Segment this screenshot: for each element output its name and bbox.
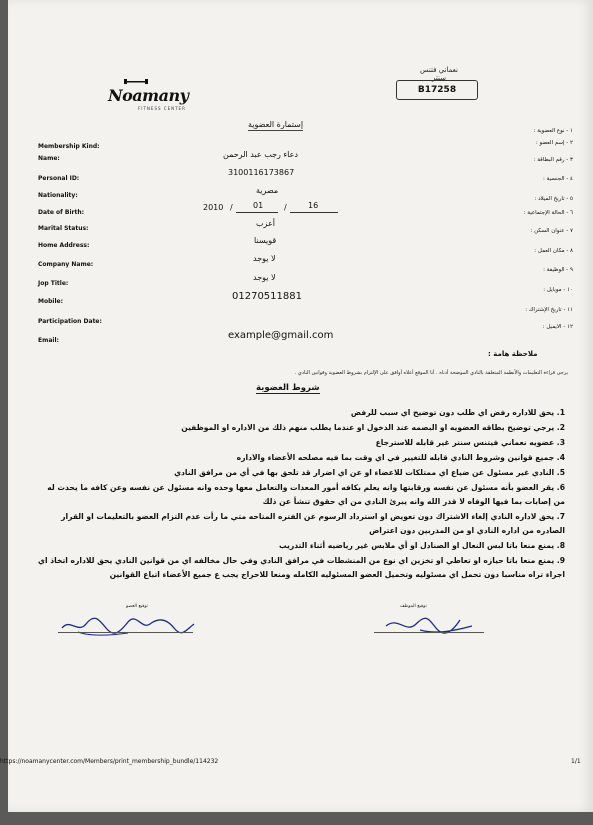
term-item: 9. يمنع منعا باتا حيازه او تعاطي او تخزين اي نوع من المنشطات في مرافق النادي وفي حال مخالفه اي من قوانين النادي يحق للاداره اتخاذ اي اجراء تراه مناسبا دون تحمل اي مسئوليه وتحميل العضو المسئوليه الكامله ومنعا للاحراج يجب ع جميع الأعضاء اتباع القوانين (38, 556, 565, 579)
label-name: Name: (38, 155, 60, 162)
term-item: 4. جميع قوانين وشروط النادي قابله للتغيير في اي وقت بما فيه مصلحه الأعضاء والاداره (236, 453, 565, 462)
term-item: 2. يرجي توضيح بطاقه العضويه او البصمه عند الدخول او عندما يطلب منهم ذلك من الاداره او الموظفين (181, 423, 565, 432)
dob-sep-2: / (284, 203, 287, 212)
label-email: Email: (38, 337, 59, 344)
term-item: 3. عضويه نعماني فيتنس سنتر غير قابله للاسترجاع (375, 438, 565, 447)
value-marital-status: أعزب (256, 219, 275, 228)
label-ar-mobile: ١٠ - موبايل : (543, 287, 573, 293)
label-marital-status: Marital Status: (38, 225, 89, 232)
value-personal-id: 3100116173867 (228, 168, 295, 177)
member-signature-label: توقيع العضو (126, 604, 148, 609)
term-item: 8. يمنع منعا باتا لبس النعال او الصنادل او أي ملابس غير رياضيه أثناء التدريب (279, 541, 565, 550)
label-ar-company-name: ٨ - مكان العمل : (534, 248, 573, 254)
term-item: 6. يقر العضو بأنه مسئول عن نفسه ورقابتها وانه يعلم بكافه أمور المعدات والتعامل معها وحده وانه مسئول عن نفسه وعن كافه ما يحدث له من إصابات بما فيها الوفاه لا قدر الله وانه يبرئ النادي من اي حقوق تنشأ عن ذلك (47, 483, 565, 506)
gym-logo (108, 80, 188, 120)
member-signature-line (58, 632, 193, 633)
value-job-title: لا يوجد (253, 273, 276, 282)
label-date-of-birth: Date of Birth: (38, 209, 85, 216)
dob-sep-1: / (230, 203, 233, 212)
staff-signature-line (374, 632, 484, 633)
dob-day-line (290, 212, 338, 213)
label-mobile: Mobile: (38, 298, 63, 305)
label-ar-membership-kind: ١ - نوع العضوية : (533, 128, 573, 134)
label-company-name: Company Name: (38, 261, 94, 268)
membership-code: B17258 (396, 80, 478, 100)
label-ar-email: ١٢ - الايميل : (542, 324, 573, 330)
terms-list (38, 406, 565, 583)
staff-signature-label: توقيع الموظف (400, 604, 427, 609)
gym-name: نعماني فتنس سنتر (419, 66, 458, 82)
value-nationality: مصرية (256, 186, 279, 195)
label-nationality: Nationality: (38, 192, 78, 199)
value-name: دعاء رجب عبد الرحمن (223, 150, 298, 159)
label-membership-kind: Membership Kind: (38, 143, 100, 150)
print-url: https://noamanycenter.com/Members/print_membership_bundle/114232 (0, 758, 219, 765)
note-text: يرجى قراءة التعليمات والأنظمة المتعلقة بالنادي الموضحة أدناه . أنا الموقع أعلاه أوافق على الإلتزام بشروط العضوية وقوانين النادي . (294, 370, 568, 376)
value-home-address: قويسنا (254, 236, 277, 245)
value-mobile: 01270511881 (232, 291, 302, 302)
label-ar-nationality: ٤ - الجنسية : (543, 176, 573, 182)
label-ar-personal-id: ٣ - رقم البطاقة : (533, 157, 573, 163)
label-home-address: Home Address: (38, 242, 90, 249)
term-item: 5. النادي غير مسئول عن ضياع اي ممتلكات للاعضاء او عن اي اضرار قد تلحق بها في أي من مرافق النادي (174, 468, 565, 477)
staff-signature (380, 612, 480, 638)
label-job-title: Jop Title: (38, 280, 69, 287)
membership-form-page (8, 0, 593, 812)
label-ar-participation-date: ١١ - تاريخ الإشتراك : (525, 307, 573, 313)
page-number: 1/1 (571, 758, 581, 765)
note-title: ملاحظة هامة : (488, 350, 538, 358)
label-participation-date: Participation Date: (38, 318, 102, 325)
label-ar-marital-status: ٦ - الحالة الإجتماعية : (523, 210, 573, 216)
term-item: 7. يحق لاداره النادي إلغاء الاشتراك دون تعويض او استرداد الرسوم عن الفتره المتاحه متي ما رأت عدم التزام العضو بالتعليمات او القرار الصادره من اداره النادي او من المدربين دون اعتراض (61, 512, 565, 535)
member-signature (58, 612, 198, 640)
term-item: 1. يحق للاداره رفض اي طلب دون توضيح اي سبب للرفض (350, 408, 565, 417)
label-ar-date-of-birth: ٥ - تاريخ الميلاد : (534, 196, 573, 202)
label-ar-job-title: ٩ - الوظيفة : (543, 267, 573, 273)
value-email: example@gmail.com (228, 330, 334, 341)
label-personal-id: Personal ID: (38, 175, 80, 182)
dob-year: 2010 (203, 203, 224, 212)
logo-text: Noamany (108, 86, 189, 105)
form-title: إستمارة العضوية (248, 120, 304, 129)
label-ar-name: ٢ - إسم العضو : (535, 140, 573, 146)
value-company-name: لا يوجد (253, 254, 276, 263)
terms-title: شروط العضوية (256, 383, 320, 393)
dob-day: 16 (308, 201, 319, 210)
dob-month: 01 (253, 201, 264, 210)
dob-month-line (236, 212, 278, 213)
label-ar-home-address: ٧ - عنوان السكن : (530, 228, 573, 234)
dumbbell-icon (122, 76, 150, 86)
logo-subtext: FITNESS CENTER (138, 106, 186, 111)
